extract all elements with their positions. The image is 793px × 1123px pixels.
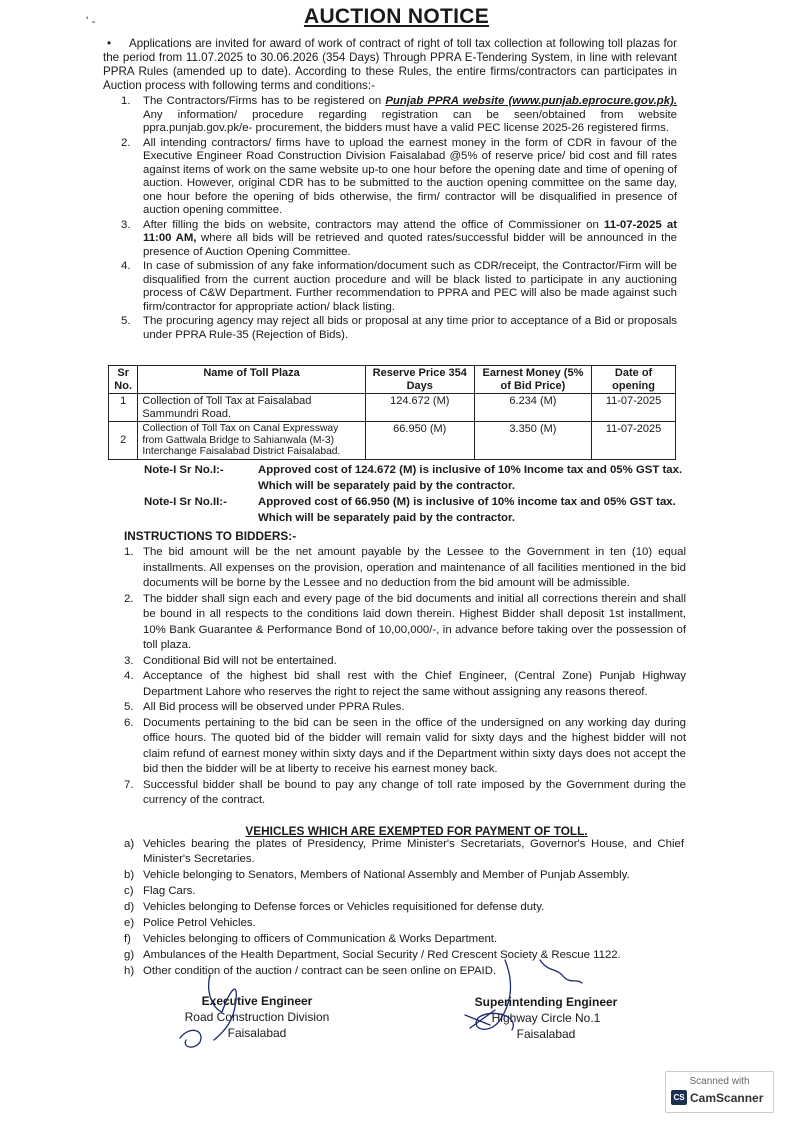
list-item: e) Police Petrol Vehicles. [124, 917, 256, 929]
col-sr: Sr No. [109, 366, 138, 394]
condition-item: 1. The Contractors/Firms has to be registered on Punjab PPRA website (www.punjab.eprocure.gov.pk). Any information/ procedure regarding registration can be seen/obtained from website ppra.punjab.gov.pk/e- procurement, the bidders must have a valid PEC license 2025-26 registered firms. [121, 95, 678, 134]
cell-sr: 2 [109, 422, 138, 460]
cell-reserve: 124.672 (M) [365, 394, 474, 422]
list-item: 3. Conditional Bid will not be entertained. [124, 654, 337, 667]
ppra-website-link: Punjab PPRA website (www.punjab.eprocure.gov.pk). [385, 95, 678, 107]
instructions-list [124, 545, 686, 809]
list-item: 2. The bidder shall sign each and every page of the bid documents and initial all corrections therein and shall be bound in all respects to the conditions laid down therein. Highest Bidder shall deposit 1st installment, 10% Bank Guarantee & Performance Bond of 10,00,000/-, in advance before taking over the possession of toll plaza. [124, 592, 686, 651]
cell-earnest: 3.350 (M) [474, 422, 591, 460]
exempt-heading: VEHICLES WHICH ARE EXEMPTED FOR PAYMENT OF TOLL. [245, 824, 588, 838]
table-row [109, 394, 676, 422]
bullet-icon: • [107, 37, 112, 50]
camscanner-logo-icon: CS [671, 1090, 687, 1105]
notice-title: AUCTION NOTICE [303, 5, 490, 28]
instructions-heading: INSTRUCTIONS TO BIDDERS:- [124, 529, 297, 543]
signature-block-left: Executive Engineer Road Construction Division Faisalabad [184, 994, 330, 1040]
toll-plaza-table [108, 365, 676, 460]
list-item: 4. Acceptance of the highest bid shall rest with the Chief Engineer, (Central Zone) Punjab Highway Department Lahore who reserves the right to reject the same without assigning any reasons thereof. [124, 670, 686, 698]
cell-date: 11-07-2025 [592, 394, 676, 422]
list-item: a) Vehicles bearing the plates of Presidency, Prime Minister's Secretariats, Governor's House, and Chief Minister's Secretaries. [124, 838, 684, 865]
condition-item: 4. In case of submission of any fake information/document such as CDR/receipt, the Contractor/Firm will be disqualified from the current auction procedure and will be black listed to participate in any auctioning process of C&W Department. Further recommendation to PPRA and PEC will also be made against such firm/contractor for appropriate action/ black listing. [121, 260, 677, 313]
list-item: d) Vehicles belonging to Defense forces or Vehicles requisitioned for defense duty. [124, 901, 545, 913]
cell-reserve: 66.950 (M) [365, 422, 474, 460]
notes-section [144, 463, 684, 527]
list-item: g) Ambulances of the Health Department, Social Security / Red Crescent Society & Rescue 1122. [124, 949, 621, 961]
cell-name: Collection of Toll Tax at Faisalabad Sammundri Road. [138, 394, 365, 422]
opening-datetime: 11-07-2025 at 11:00 AM, [143, 218, 677, 244]
col-name: Name of Toll Plaza [138, 366, 365, 394]
list-item: 6. Documents pertaining to the bid can be seen in the office of the undersigned on any working day during office hours. The quoted bid of the bidder will remain valid for sixty days and the highest bidder will not claim refund of earnest money within sixty days and if the Department within sixty days does not accept the bid then the bidder will be at liberty to receive his earnest money back. [124, 716, 686, 775]
intro-paragraph: • Applications are invited for award of work of contract of right of toll tax collection at following toll plazas for the period from 11.07.2025 to 30.06.2026 (354 Days) Through PPRA E-Tendering System, in line with relevant PPRA Rules (amended up to date). According to these Rules, the entire firms/contractors can participates in Auction process with following terms and conditions:- [103, 37, 677, 92]
scan-speck: ' - [86, 14, 96, 28]
conditions-list [121, 95, 677, 343]
note-item: Note-I Sr No.II:- Approved cost of 66.950 (M) is inclusive of 10% income tax and 05% GST tax. Which will be separately paid by the contractor. [144, 496, 676, 524]
signature-block-right: Superintending Engineer Highway Circle No.1 Faisalabad [474, 995, 618, 1041]
col-date: Date of opening [592, 366, 676, 394]
list-item: 1. The bid amount will be the net amount payable by the Lessee to the Government in ten (10) equal installments. All expenses on the provision, operation and maintenance of all facilities mentioned in the bid documents will be borne by the Lessee and no deduction from the bid amount will be admissible. [124, 546, 686, 589]
list-item: c) Flag Cars. [124, 885, 196, 897]
exempt-list [124, 837, 684, 980]
list-item: b) Vehicle belonging to Senators, Members of National Assembly and Member of Punjab Assembly. [124, 869, 630, 881]
condition-item: 3. After filling the bids on website, contractors may attend the office of Commissioner on 11-07-2025 at 11:00 AM, where all bids will be retrieved and quoted rates/successful bidder will be announced in the presence of Auction Opening Committee. [121, 218, 678, 258]
condition-item: 5. The procuring agency may reject all bids or proposal at any time prior to acceptance of a Bid or proposals under PPRA Rule-35 (Rejection of Bids). [121, 315, 677, 341]
list-item: 7. Successful bidder shall be bound to pay any change of toll rate imposed by the Government during the currency of the contract. [124, 778, 686, 806]
camscanner-watermark: Scanned with CS CamScanner [665, 1071, 774, 1113]
cell-sr: 1 [109, 394, 138, 422]
list-item: f) Vehicles belonging to officers of Communication & Works Department. [124, 933, 498, 945]
cell-date: 11-07-2025 [592, 422, 676, 460]
list-item: 5. All Bid process will be observed under PPRA Rules. [124, 701, 405, 713]
col-reserve: Reserve Price 354 Days [365, 366, 474, 394]
table-header-row [109, 366, 676, 394]
note-item: Note-I Sr No.I:- Approved cost of 124.672 (M) is inclusive of 10% Income tax and 05% GST tax. Which will be separately paid by the contractor. [144, 464, 683, 492]
col-earnest: Earnest Money (5% of Bid Price) [474, 366, 591, 394]
cell-name: Collection of Toll Tax on Canal Expressway from Gattwala Bridge to Sahianwala (M-3) Interchange Faisalabad District Faisalabad. [138, 422, 365, 460]
list-item: h) Other condition of the auction / contract can be seen online on EPAID. [124, 965, 497, 977]
cell-earnest: 6.234 (M) [474, 394, 591, 422]
table-row [109, 422, 676, 460]
condition-item: 2. All intending contractors/ firms have to upload the earnest money in the form of CDR in favour of the Executive Engineer Road Construction Division Faisalabad @5% of reserve price/ bid cost and fill rates against items of work on the same website up-to one hour before the opening date and time of opening of auction. However, original CDR has to be submitted to the auction opening committee on the same day, one hour before the opening of bids otherwise, the firm/ contractor will be disqualified in presence of auction opening committee. [121, 136, 677, 216]
